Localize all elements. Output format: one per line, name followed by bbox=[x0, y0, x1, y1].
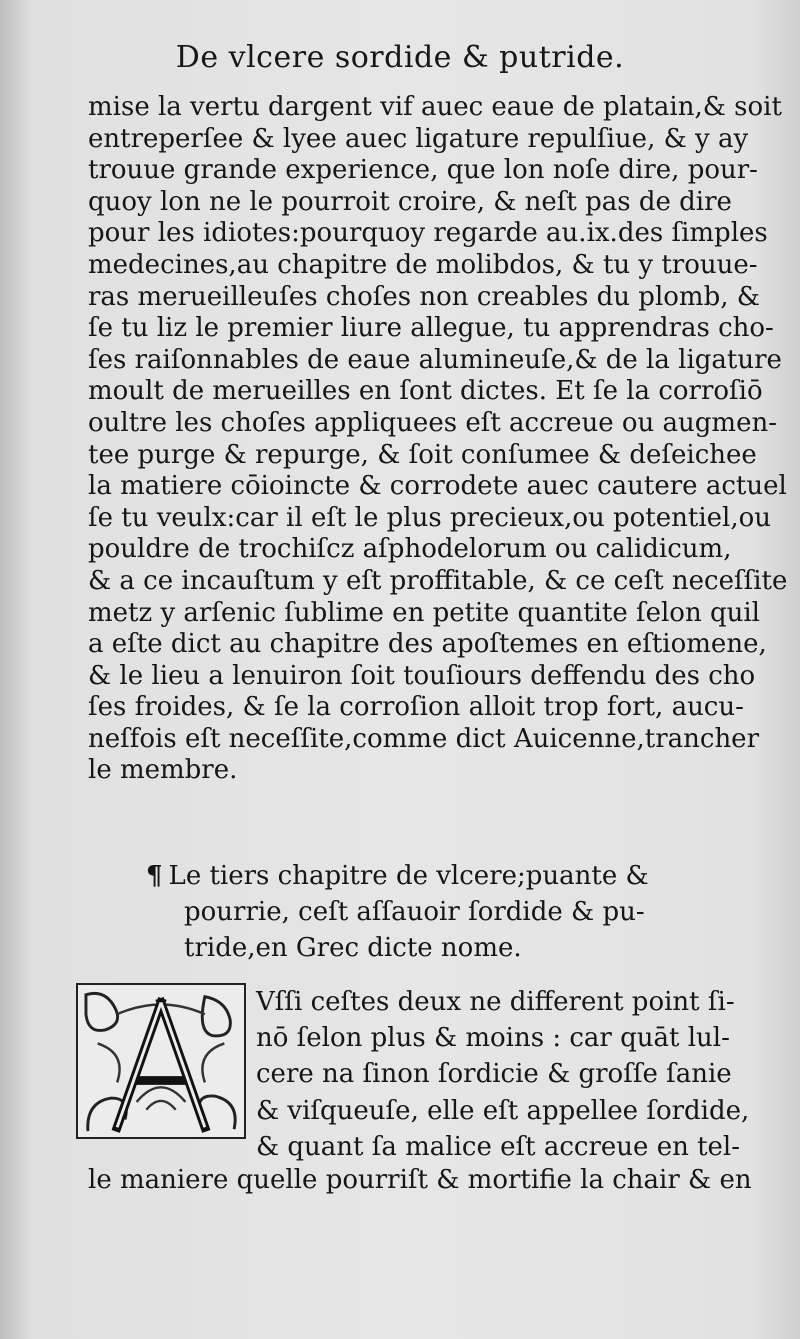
text-line: pour les idiotes:pourquoy regarde au.ix.des ſimples bbox=[88, 218, 768, 249]
chapter-body-continued bbox=[88, 1165, 752, 1197]
text-line: nō ſelon plus & moins : car quāt lul- bbox=[256, 1023, 730, 1054]
text-line: & quant ſa malice eſt accreue en tel- bbox=[256, 1131, 741, 1162]
text-line: entreperſee & lyee auec ligature repulſiue, & y ay bbox=[88, 123, 749, 154]
text-line: ſes raiſonnables de eaue alumineuſe,& de la ligature bbox=[88, 344, 782, 375]
chapter-body bbox=[256, 984, 750, 1165]
chapter-heading-line: tride,en Grec dicte nome. bbox=[184, 933, 522, 963]
running-head: De vlcere sordide & putride. bbox=[175, 40, 625, 75]
chapter-heading-text: Le tiers chapitre de vlcere;puante & bbox=[168, 861, 649, 891]
paragraph bbox=[88, 92, 788, 787]
text-line: la matiere cōioincte & corrodete auec cautere actuel bbox=[88, 471, 787, 502]
text-line: le membre. bbox=[88, 755, 238, 786]
text-line: neſfois eſt neceſſite,comme dict Auicenne,trancher bbox=[88, 723, 759, 754]
text-line: moult de merueilles en ſont dictes. Et ſe la corroſiō bbox=[88, 376, 763, 407]
decorated-initial-a bbox=[76, 983, 246, 1139]
text-line: quoy lon ne le pourroit croire, & neſt pas de dire bbox=[88, 186, 732, 217]
chapter-heading-line: pourrie, ceſt aſſauoir ſordide & pu- bbox=[184, 897, 645, 927]
chapter-heading bbox=[146, 858, 686, 966]
text-line: mise la vertu dargent vif auec eaue de platain,& soit bbox=[88, 92, 782, 122]
text-line: & le lieu a lenuiron ſoit touſiours deffendu des cho bbox=[88, 660, 756, 691]
text-line: a eſte dict au chapitre des apoſtemes en eſtiomene, bbox=[88, 629, 767, 660]
text-line: ſe tu veulx:car il eſt le plus precieux,ou potentiel,ou bbox=[88, 502, 772, 533]
text-line: metz y arſenic ſublime en petite quantite ſelon quil bbox=[88, 597, 760, 628]
text-line: trouue grande experience, que lon noſe dire, pour- bbox=[88, 155, 758, 186]
text-line: ſes froides, & ſe la corroſion alloit trop fort, aucu- bbox=[88, 692, 744, 723]
text-line: tee purge & repurge, & ſoit conſumee & deſeichee bbox=[88, 439, 757, 470]
text-line: & a ce incauſtum y eſt proffitable, & ce ceſt neceſſite bbox=[88, 565, 788, 596]
text-line: cere na ſinon ſordicie & groſſe ſanie bbox=[256, 1059, 732, 1090]
text-line: ſe tu liz le premier liure allegue, tu apprendras cho- bbox=[88, 313, 774, 344]
text-line: oultre les choſes appliquees eſt accreue ou augmen- bbox=[88, 407, 777, 438]
pilcrow-icon: ¶ bbox=[146, 861, 163, 891]
text-line: medecines,au chapitre de molibdos, & tu y trouue- bbox=[88, 249, 758, 280]
text-line: pouldre de trochiſcz aſphodelorum ou calidicum, bbox=[88, 534, 732, 565]
chapter-heading-line bbox=[146, 858, 686, 894]
text-line: ras merueilleuſes choſes non creables du plomb, & bbox=[88, 281, 760, 312]
text-line: le maniere quelle pourriſt & mortifie la chair & en bbox=[88, 1165, 752, 1195]
text-line: & viſqueuſe, elle eſt appellee ſordide, bbox=[256, 1095, 750, 1126]
text-line: Vſſi ceſtes deux ne different point ſi- bbox=[256, 987, 735, 1017]
